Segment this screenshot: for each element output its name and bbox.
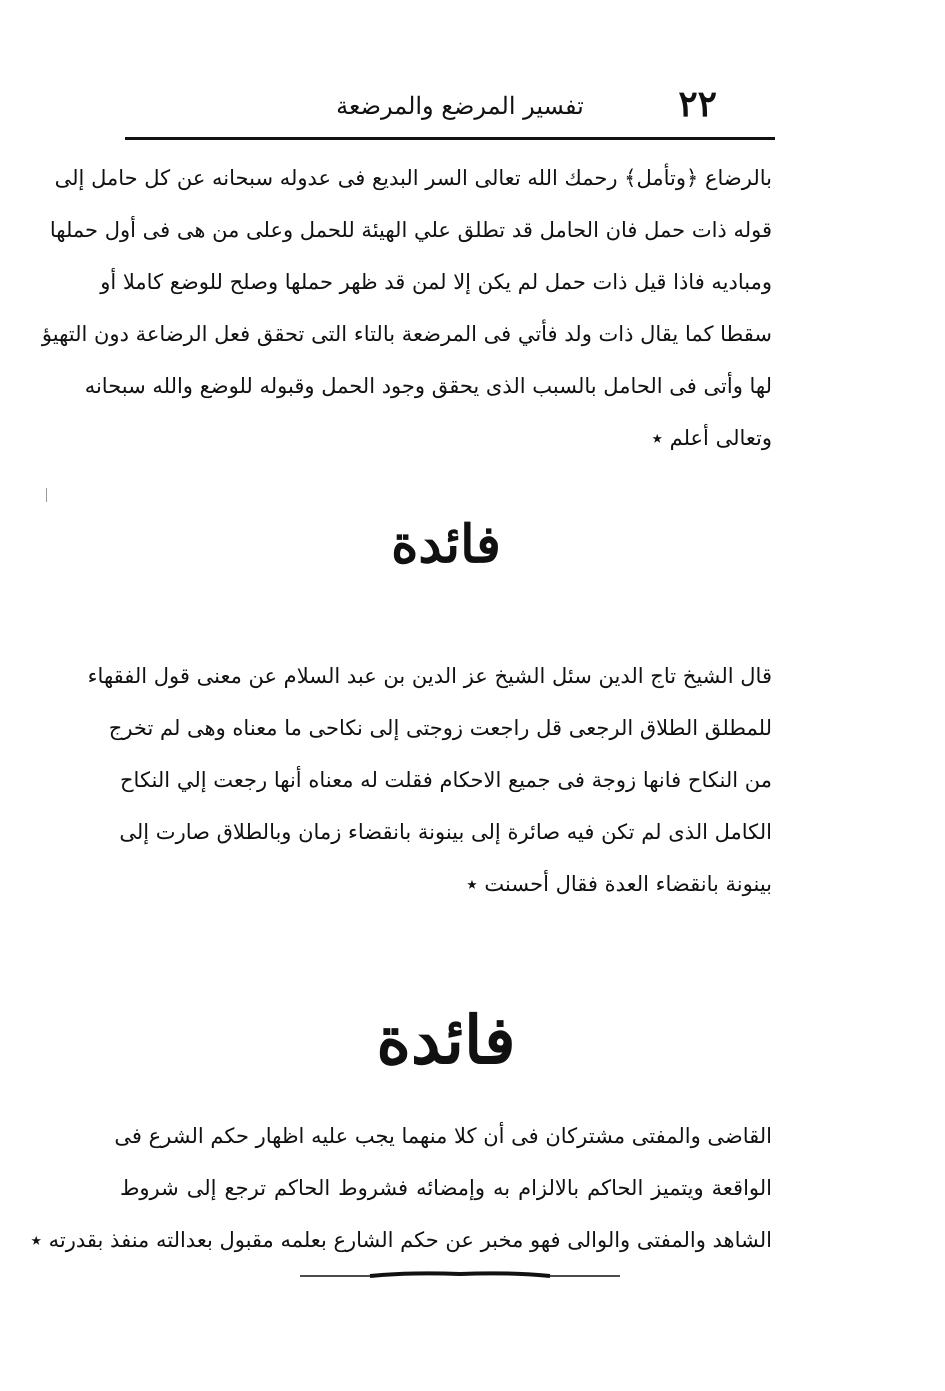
text-line: الشاهد والمفتى والوالى فهو مخبر عن حكم الشارع بعلمه مقبول بعدالته منفذ بقدرته ٭ xyxy=(30,1228,772,1252)
page-number: ٢٢ xyxy=(678,83,717,125)
text-line: من النكاح فانها زوجة فى جميع الاحكام فقلت له معناه أنها رجعت إلي النكاح xyxy=(120,768,772,792)
text-line: بينونة بانقضاء العدة فقال أحسنت ٭ xyxy=(466,872,772,896)
running-title: تفسير المرضع والمرضعة xyxy=(336,92,584,120)
text-line: قال الشيخ تاج الدين سئل الشيخ عز الدين بن عبد السلام عن معنى قول الفقهاء xyxy=(87,664,772,688)
section-heading-1: فائدة xyxy=(391,514,501,575)
text-line: بالرضاع ﴿وتأمل﴾ رحمك الله تعالى السر البديع فى عدوله سبحانه عن كل حامل إلى xyxy=(54,166,772,190)
paragraph-3 xyxy=(30,1110,772,1266)
paragraph-1 xyxy=(41,152,772,464)
text-line: الواقعة ويتميز الحاكم بالالزام به وإمضائه فشروط الحاكم ترجع إلى شروط xyxy=(120,1176,772,1200)
text-line: ومباديه فاذا قيل ذات حمل لم يكن إلا لمن قد ظهر حملها وصلح للوضع كاملا أو xyxy=(100,270,772,294)
text-line: وتعالى أعلم ٭ xyxy=(651,426,772,450)
text-line: للمطلق الطلاق الرجعى قل راجعت زوجتى إلى نكاحى ما معناه وهى لم تخرج xyxy=(108,716,772,740)
section-heading-2: فائدة xyxy=(376,1001,516,1079)
text-line: لها وأتى فى الحامل بالسبب الذى يحقق وجود الحمل وقبوله للوضع والله سبحانه xyxy=(84,374,772,398)
end-ornament xyxy=(300,1270,620,1282)
text-line: القاضى والمفتى مشتركان فى أن كلا منهما يجب عليه اظهار حكم الشرع فى xyxy=(114,1124,772,1148)
running-head xyxy=(125,83,775,126)
paragraph-2 xyxy=(87,650,772,910)
header-rule xyxy=(125,137,775,140)
text-line: الكامل الذى لم تكن فيه صائرة إلى بينونة بانقضاء زمان وبالطلاق صارت إلى xyxy=(119,820,772,844)
margin-mark xyxy=(46,488,47,502)
text-line: قوله ذات حمل فان الحامل قد تطلق علي الهيئة للحمل وعلى من هى فى أول حملها xyxy=(49,218,772,242)
text-line: سقطا كما يقال ذات ولد فأتي فى المرضعة بالتاء التى تحقق فعل الرضاعة دون التهيؤ xyxy=(41,322,772,346)
